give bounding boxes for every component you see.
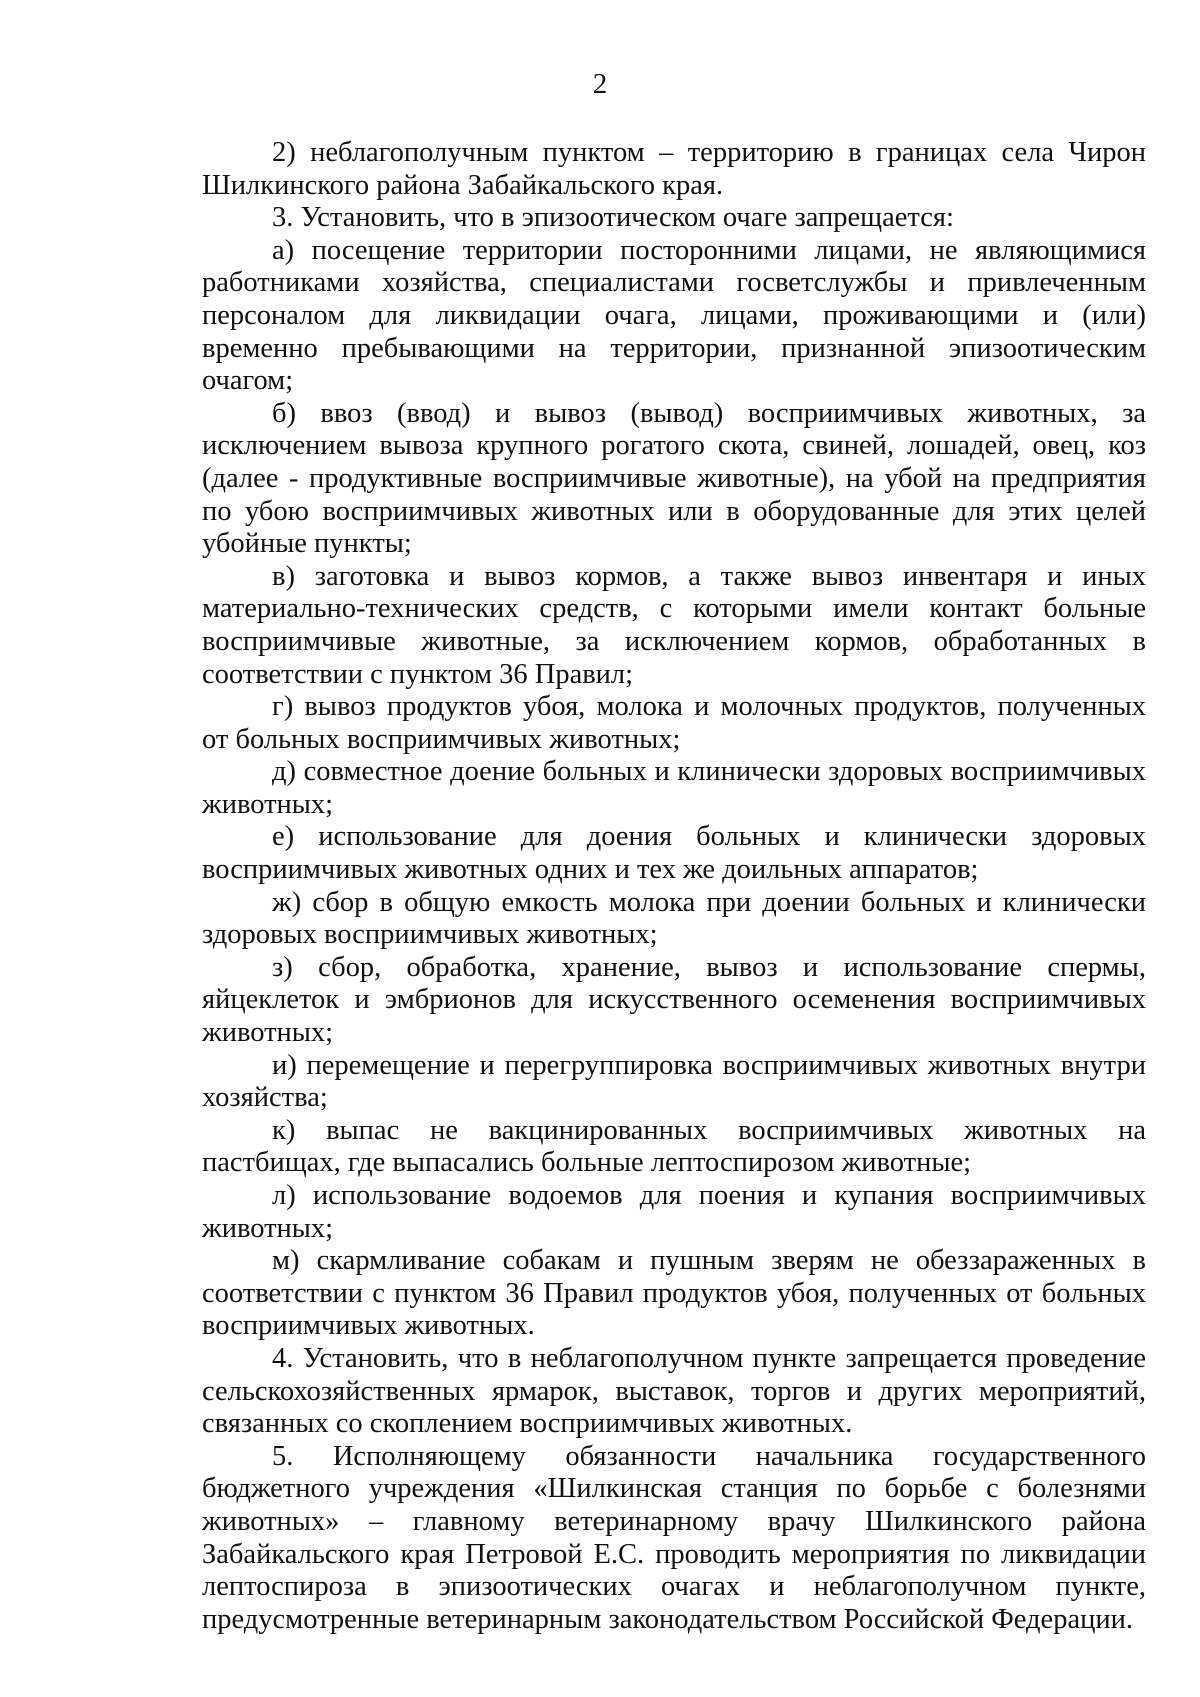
paragraph-subitem-b: б) ввоз (ввод) и вывоз (вывод) восприимчивых животных, за исключением вывоза крупного рогатого скота, свиней, лошадей, овец, коз (далее - продуктивные восприимчивые животные), на убой на предприятия по убою восприимчивых животных или в оборудованные для этих целей убойные пункты; [202, 397, 1146, 560]
paragraph-subitem-m: м) скармливание собакам и пушным зверям не обеззараженных в соответствии с пунктом 36 Правил продуктов убоя, полученных от больных восприимчивых животных. [202, 1245, 1146, 1342]
paragraph-subitem-a: а) посещение территории посторонними лицами, не являющимися работниками хозяйства, специалистами госветслужбы и привлеченным персоналом для ликвидации очага, лицами, проживающими и (или) временно пребывающими на территории, признанной эпизоотическим очагом; [202, 234, 1146, 397]
paragraph-subitem-z: з) сбор, обработка, хранение, вывоз и использование спермы, яйцеклеток и эмбрионов для искусственного осеменения восприимчивых животных; [202, 951, 1146, 1049]
paragraph-subitem-e: е) использование для доения больных и клинически здоровых восприимчивых животных одних и тех же доильных аппаратов; [202, 821, 1146, 886]
document-body [202, 137, 1146, 1636]
paragraph-clause-5: 5. Исполняющему обязанности начальника государственного бюджетного учреждения «Шилкинская станция по борьбе с болезнями животных» – главному ветеринарному врачу Шилкинского района Забайкальского края Петровой Е.С. проводить мероприятия по ликвидации лептоспироза в эпизоотических очагах и неблагополучном пункте, предусмотренные ветеринарным законодательством Российской Федерации. [202, 1440, 1146, 1635]
paragraph-clause-4: 4. Установить, что в неблагополучном пункте запрещается проведение сельскохозяйственных ярмарок, выставок, торгов и других мероприятий, связанных со скоплением восприимчивых животных. [202, 1342, 1146, 1440]
paragraph-subitem-g: г) вывоз продуктов убоя, молока и молочных продуктов, полученных от больных восприимчивых животных; [202, 691, 1146, 755]
paragraph-subitem-d: д) совместное доение больных и клинически здоровых восприимчивых животных; [202, 756, 1146, 820]
paragraph-subitem-v: в) заготовка и вывоз кормов, а также вывоз инвентаря и иных материально-технических средств, с которыми имели контакт больные восприимчивые животные, за исключением кормов, обработанных в соответствии с пунктом 36 Правил; [202, 560, 1146, 690]
paragraph-item-2-neblagopoluchny-punkt: 2) неблагополучным пунктом – территорию в границах села Чирон Шилкинского района Забайкальского края. [202, 137, 1146, 201]
paragraph-clause-3: 3. Установить, что в эпизоотическом очаге запрещается: [272, 202, 954, 234]
paragraph-subitem-k: к) выпас не вакцинированных восприимчивых животных на пастбищах, где выпасались больные лептоспирозом животные; [202, 1114, 1146, 1179]
paragraph-subitem-zh: ж) сбор в общую емкость молока при доении больных и клинически здоровых восприимчивых животных; [202, 886, 1146, 951]
paragraph-subitem-l: л) использование водоемов для поения и купания восприимчивых животных; [202, 1180, 1146, 1244]
paragraph-subitem-i: и) перемещение и перегруппировка восприимчивых животных внутри хозяйства; [202, 1049, 1146, 1114]
page-number: 2 [592, 68, 608, 100]
